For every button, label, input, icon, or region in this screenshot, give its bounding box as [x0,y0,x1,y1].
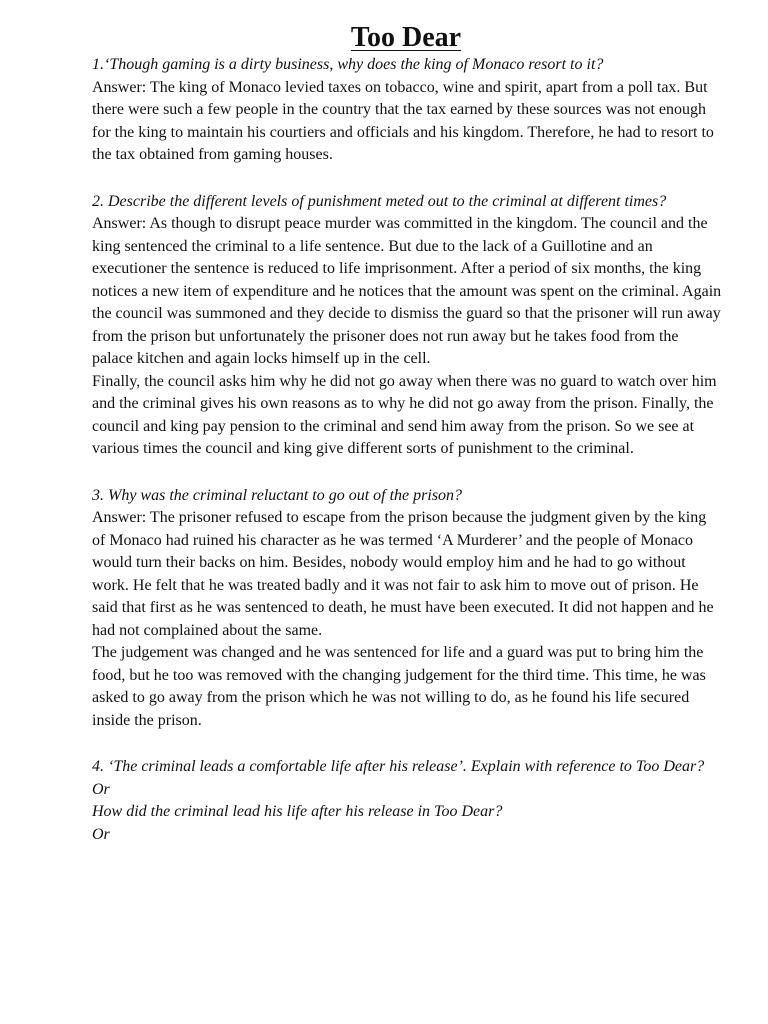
question-2: 2. Describe the different levels of punishment meted out to the criminal at different times? [92,192,667,210]
answer-2-paragraph-2: Finally, the council asks him why he did not go away when there was no guard to watch over him and the criminal gives his own reasons as to why he did not go away from the prison. Finally, the council and king pay pension to the criminal and send him away from the prison. So we see at various times the council and king give different sorts of punishment to the criminal. [92,372,717,457]
question-1: 1.‘Though gaming is a dirty business, why does the king of Monaco resort to it? [92,56,604,73]
document-title-text: Too Dear [350,22,462,53]
question-section-2 [92,191,722,461]
question-section-4 [92,756,722,846]
question-4-or-2: Or [92,825,110,843]
answer-3-paragraph-1: Answer: The prisoner refused to escape from the prison because the judgment given by the king of Monaco had ruined his character as he was termed ‘A Murderer’ and the people of Monaco would turn their backs on him. Besides, nobody would employ him and he had to go without work. He felt that he was treated badly and it was not fair to ask him to move out of prison. He said that first as he was sentenced to death, he must have been executed. It did not happen and he had not complained about the same. [92,509,714,639]
question-4: 4. ‘The criminal leads a comfortable life after his release’. Explain with reference to Too Dear? [92,758,705,775]
answer-3-paragraph-2: The judgement was changed and he was sentenced for life and a guard was put to bring him the food, but he too was removed with the changing judgement for the third time. This time, he was asked to go away from the prison which he was not willing to do, as he found his life secured inside the prison. [92,644,706,729]
answer-1-paragraph-1: Answer: The king of Monaco levied taxes on tobacco, wine and spirit, apart from a poll tax. But there were such a few people in the country that the tax earned by these sources was not enough for the king to maintain his courtiers and officials and his kingdom. Therefore, he had to resort to the tax obtained from gaming houses. [92,78,714,163]
question-3: 3. Why was the criminal reluctant to go out of the prison? [92,486,463,504]
question-section-1 [92,54,722,167]
question-section-3 [92,485,722,733]
answer-2-paragraph-1: Answer: As though to disrupt peace murder was committed in the kingdom. The council and the king sentenced the criminal to a life sentence. But due to the lack of a Guillotine and an executioner the sentence is reduced to life imprisonment. After a period of six months, the king notices a new item of expenditure and he notices that the amount was spent on the criminal. Again the council was summoned and they decide to dismiss the guard so that the prisoner will run away from the prison but unfortunately the prisoner does not run away but he takes food from the palace kitchen and again locks himself up in the cell. [92,215,722,367]
question-4-or-1: Or [92,780,110,798]
question-4-alternative: How did the criminal lead his life after his release in Too Dear? [92,803,503,820]
document-title [92,20,722,56]
